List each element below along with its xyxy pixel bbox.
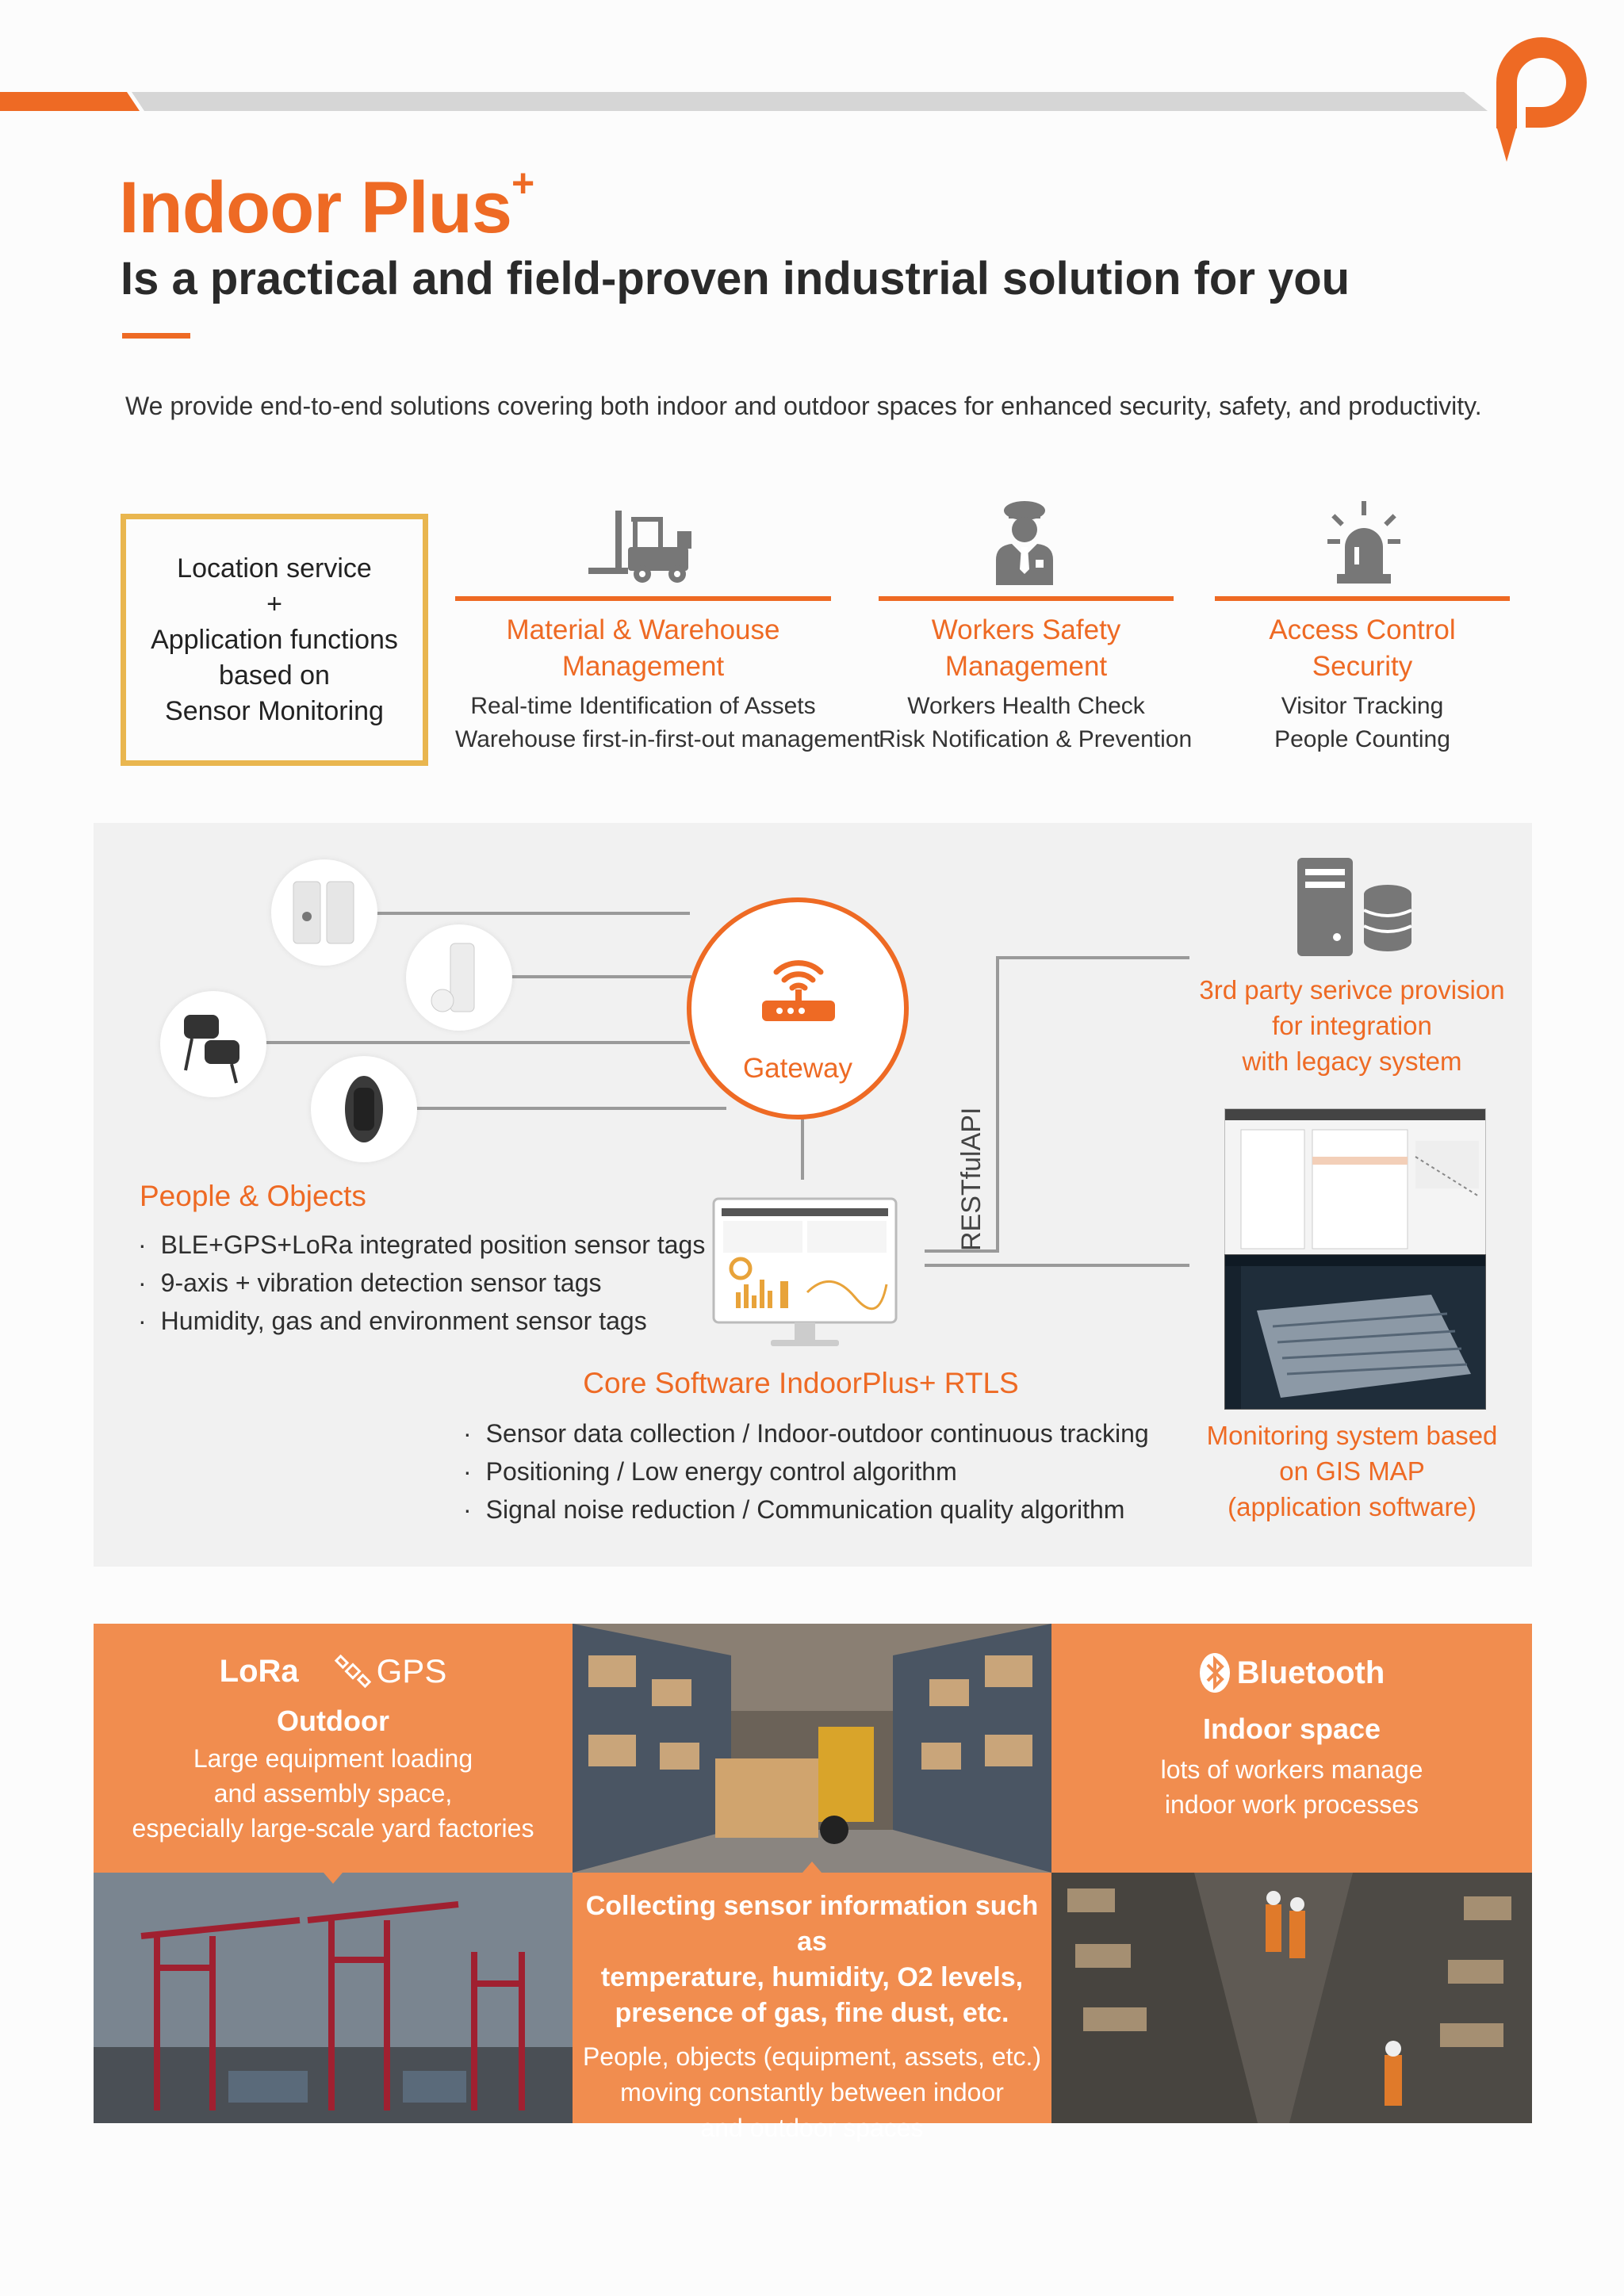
page-headline: Is a practical and field-proven industrial solution for you <box>121 253 1350 304</box>
list-item: · BLE+GPS+LoRa integrated position sensor tags <box>138 1226 705 1264</box>
gis-3d-map-image <box>1225 1255 1485 1409</box>
sensor-tag-device <box>271 859 377 966</box>
feature-access-control <box>1215 596 1510 756</box>
sensor-info-line: presence of gas, fine dust, etc. <box>615 1998 1009 2028</box>
outdoor-desc-line: and assembly space, <box>213 1779 453 1808</box>
sensor-info-cell <box>573 1873 1051 2142</box>
lora-logo: LoRa <box>219 1653 299 1689</box>
connector-line <box>801 1118 804 1180</box>
dashboard-monitor-icon <box>712 1197 898 1353</box>
monitoring-line: on GIS MAP <box>1279 1456 1425 1486</box>
warehouse-photo-image <box>573 1624 1051 1873</box>
header-bar <box>132 92 1488 111</box>
vibration-sensor-device <box>160 991 266 1097</box>
api-label: RESTfulAPI <box>956 1107 986 1251</box>
pointer-arrow <box>324 1873 343 1884</box>
indoor-cell <box>1051 1624 1532 1873</box>
sensor-info-line: temperature, humidity, O2 levels, <box>600 1962 1024 1992</box>
warehouse-forklift-photo <box>573 1624 1051 1873</box>
outdoor-cell <box>94 1624 573 1873</box>
feature-title: Material & Warehouse <box>506 614 780 645</box>
list-item: · 9-axis + vibration detection sensor tags <box>138 1264 705 1302</box>
sensor-desc-line: moving constantly between indoor <box>620 2078 1004 2107</box>
workers-photo-image <box>1051 1873 1532 2123</box>
connector-line <box>266 1041 690 1044</box>
connector-line <box>996 956 1189 959</box>
warehouse-workers-photo <box>1051 1873 1532 2123</box>
feature-desc: Real-time Identification of Assets <box>470 693 816 719</box>
feature-title: Management <box>561 651 725 682</box>
feature-divider <box>1215 596 1510 601</box>
sensor-info-line: Collecting sensor information such as <box>585 1891 1039 1957</box>
satellite-icon <box>334 1652 372 1690</box>
forklift-icon <box>588 507 699 584</box>
humidity-sensor-icon <box>406 924 512 1031</box>
core-software-list <box>463 1414 1149 1529</box>
connector-line <box>996 956 999 1251</box>
sensor-tag-icon <box>271 859 377 966</box>
brand-title: Indoor Plus+ <box>119 161 534 248</box>
feature-workers-safety <box>879 596 1193 756</box>
list-item: · Signal noise reduction / Communication quality algorithm <box>463 1490 1149 1529</box>
list-item: · Positioning / Low energy control algorithm <box>463 1452 1149 1490</box>
intro-text: We provide end-to-end solutions covering both indoor and outdoor spaces for enhanced security, safety, and productivity. <box>125 392 1482 420</box>
feature-title: Access Control <box>1269 614 1456 645</box>
connector-line <box>416 1107 726 1110</box>
third-party-text <box>1189 972 1515 1079</box>
wristband-device <box>311 1056 417 1162</box>
pointer-arrow <box>802 1862 822 1873</box>
loc-line: Application functions <box>151 624 398 655</box>
indoor-desc-line: lots of workers manage <box>1160 1755 1423 1784</box>
connector-line <box>925 1264 1189 1267</box>
monitoring-text <box>1189 1418 1515 1525</box>
third-party-line: for integration <box>1272 1011 1432 1040</box>
connector-line <box>508 975 691 978</box>
feature-desc: People Counting <box>1274 726 1450 752</box>
gps-logo: GPS <box>376 1652 447 1689</box>
core-software-title: Core Software IndoorPlus+ RTLS <box>583 1367 1019 1399</box>
loc-line: Sensor Monitoring <box>165 695 384 726</box>
data-table-image <box>1225 1109 1485 1255</box>
header-bar-accent <box>0 92 140 111</box>
server-database-icon <box>1297 858 1416 958</box>
indoor-desc-line: indoor work processes <box>1164 1790 1419 1819</box>
indoor-title: Indoor space <box>1202 1712 1381 1745</box>
feature-desc: Workers Health Check <box>907 693 1145 719</box>
port-photo-image <box>94 1873 573 2123</box>
outdoor-title: Outdoor <box>277 1705 389 1737</box>
monitoring-line: (application software) <box>1228 1492 1477 1521</box>
alarm-siren-icon <box>1324 498 1404 585</box>
loc-line: + <box>266 588 282 619</box>
connector-line <box>373 912 690 915</box>
third-party-line: 3rd party serivce provision <box>1199 975 1505 1004</box>
sensor-desc-line: and outdoor spaces <box>700 2114 924 2142</box>
feature-divider <box>455 596 831 601</box>
gateway-label: Gateway <box>742 1053 853 1084</box>
feature-title: Security <box>1312 651 1413 682</box>
list-item: · Humidity, gas and environment sensor tags <box>138 1302 705 1340</box>
feature-desc: Risk Notification & Prevention <box>879 726 1193 752</box>
loc-line: Location service <box>177 553 372 584</box>
brand-logo-icon <box>1477 35 1588 166</box>
gateway-node <box>687 897 909 1119</box>
feature-title: Workers Safety <box>931 614 1121 645</box>
feature-divider <box>879 596 1174 601</box>
wristband-icon <box>311 1056 417 1162</box>
feature-desc: Warehouse first-in-first-out management <box>455 726 880 752</box>
loc-line: based on <box>219 660 330 691</box>
location-service-box <box>121 514 428 766</box>
router-icon <box>759 945 838 1024</box>
security-guard-icon <box>993 498 1056 585</box>
feature-material-warehouse <box>455 596 880 756</box>
list-item: · Sensor data collection / Indoor-outdoor continuous tracking <box>463 1414 1149 1452</box>
feature-title: Management <box>944 651 1108 682</box>
bluetooth-logo: Bluetooth <box>1236 1655 1385 1690</box>
people-objects-list <box>138 1226 705 1340</box>
bluetooth-icon <box>1199 1652 1231 1693</box>
outdoor-desc-line: Large equipment loading <box>193 1744 473 1773</box>
feature-desc: Visitor Tracking <box>1281 693 1444 719</box>
people-objects-title: People & Objects <box>140 1180 366 1212</box>
sensor-desc-line: People, objects (equipment, assets, etc.) <box>582 2042 1042 2071</box>
port-crane-photo <box>94 1873 573 2123</box>
monitoring-line: Monitoring system based <box>1206 1421 1498 1450</box>
third-party-line: with legacy system <box>1242 1047 1462 1076</box>
software-screenshot-table <box>1224 1108 1486 1256</box>
vibration-sensor-icon <box>160 991 266 1097</box>
outdoor-desc-line: especially large-scale yard factories <box>132 1814 534 1843</box>
gis-map-screenshot <box>1224 1254 1486 1410</box>
headline-underline <box>122 333 190 339</box>
humidity-sensor-device <box>406 924 512 1031</box>
